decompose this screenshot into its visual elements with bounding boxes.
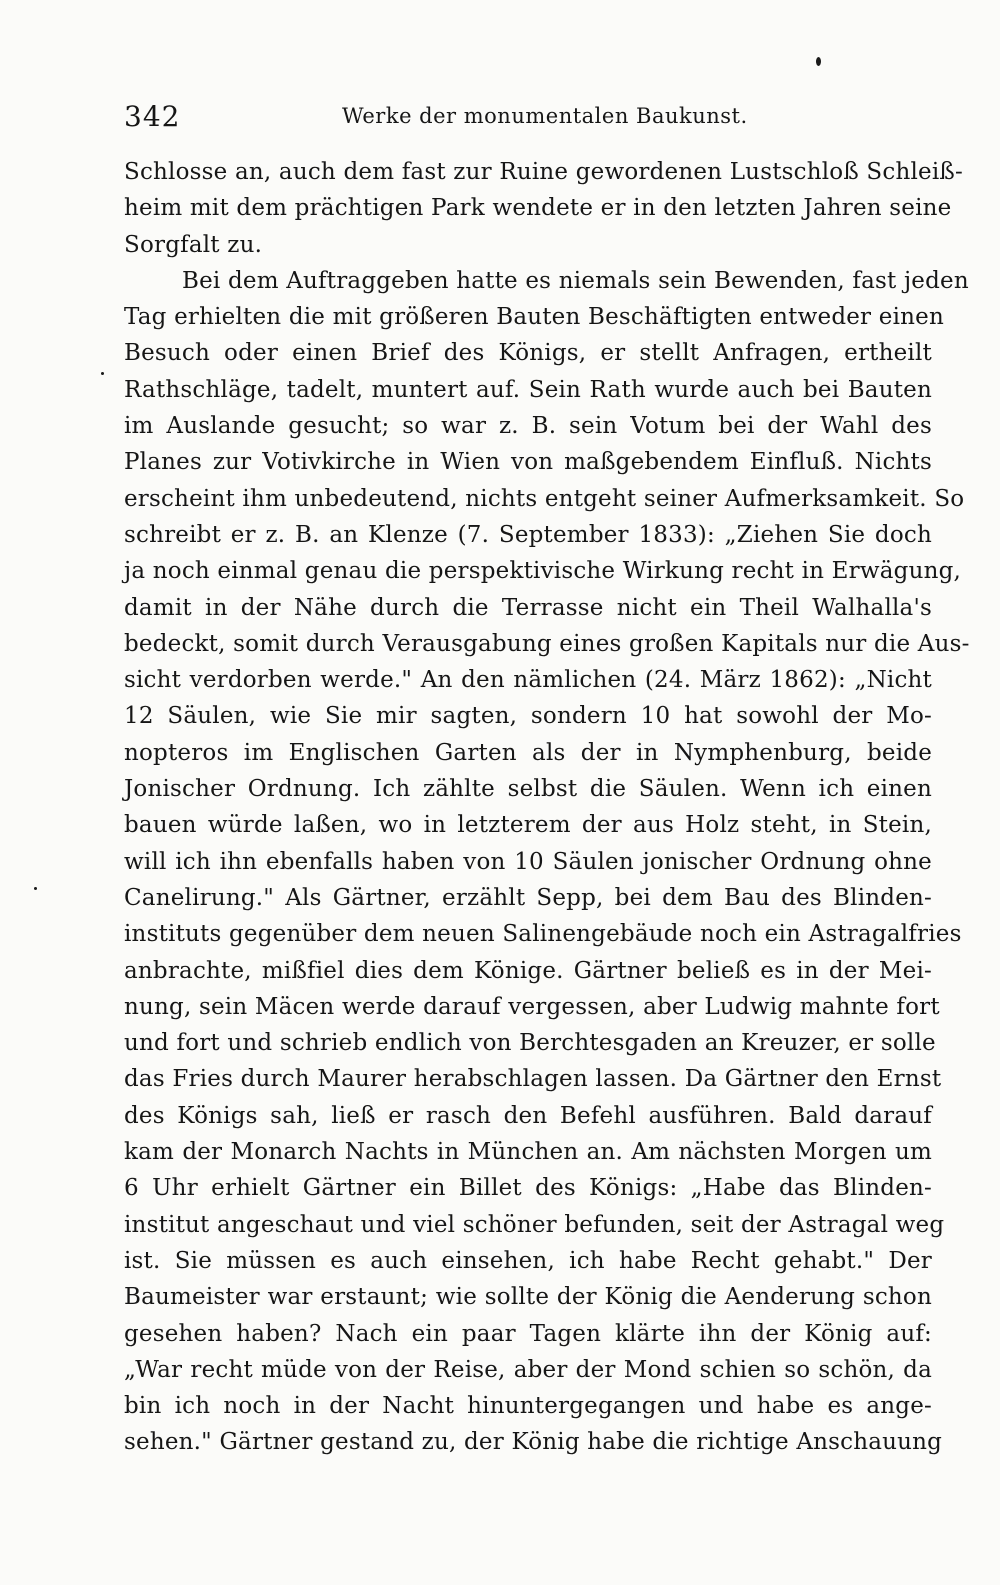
text-line: Bei dem Auftraggeben hatte es niemals sein Bewenden, fast jeden: [182, 267, 969, 294]
text-line: anbrachte, mißfiel dies dem Könige. Gärtner beließ es in der Mei-: [124, 957, 932, 984]
running-title: Werke der monumentalen Baukunst.: [342, 104, 748, 128]
text-line: damit in der Nähe durch die Terrasse nicht ein Theil Walhalla's: [124, 594, 932, 621]
text-line: nopteros im Englischen Garten als der in Nymphenburg, beide: [124, 739, 932, 766]
text-line: Rathschläge, tadelt, muntert auf. Sein Rath wurde auch bei Bauten: [124, 376, 932, 403]
text-line: heim mit dem prächtigen Park wendete er in den letzten Jahren seine: [124, 195, 952, 222]
text-line: will ich ihn ebenfalls haben von 10 Säulen jonischer Ordnung ohne: [124, 848, 932, 875]
body-text: [124, 154, 970, 1461]
text-line: bin ich noch in der Nacht hinuntergegangen und habe es ange-: [124, 1393, 932, 1420]
text-line: erscheint ihm unbedeutend, nichts entgeht seiner Aufmerksamkeit. So: [124, 485, 965, 512]
text-line: bedeckt, somit durch Verausgabung eines großen Kapitals nur die Aus-: [124, 630, 970, 657]
text-line: sehen." Gärtner gestand zu, der König habe die richtige Anschauung: [124, 1429, 943, 1456]
text-line: des Königs sah, ließ er rasch den Befehl ausführen. Bald darauf: [124, 1102, 932, 1129]
text-line: Tag erhielten die mit größeren Bauten Beschäftigten entweder einen: [124, 304, 944, 331]
text-line: instituts gegenüber dem neuen Salinengebäude noch ein Astragalfries: [124, 921, 962, 948]
text-line: und fort und schrieb endlich von Berchtesgaden an Kreuzer, er solle: [124, 1030, 936, 1057]
text-line: nung, sein Mäcen werde darauf vergessen, aber Ludwig mahnte fort: [124, 993, 940, 1020]
text-line: schreibt er z. B. an Klenze (7. September 1833): „Ziehen Sie doch: [124, 521, 932, 548]
text-line: bauen würde laßen, wo in letzterem der aus Holz steht, in Stein,: [124, 812, 932, 839]
text-line: im Auslande gesucht; so war z. B. sein Votum bei der Wahl des: [124, 413, 932, 440]
text-line: gesehen haben? Nach ein paar Tagen klärte ihn der König auf:: [124, 1320, 932, 1347]
text-line: Canelirung." Als Gärtner, erzählt Sepp, bei dem Bau des Blinden-: [124, 884, 932, 911]
text-line: 12 Säulen, wie Sie mir sagten, sondern 10 hat sowohl der Mo-: [124, 703, 932, 730]
page-number: 342: [124, 100, 181, 133]
text-line: ja noch einmal genau die perspektivische Wirkung recht in Erwägung,: [124, 558, 962, 585]
text-line: ist. Sie müssen es auch einsehen, ich habe Recht gehabt." Der: [124, 1247, 932, 1274]
text-line: Baumeister war erstaunt; wie sollte der König die Aenderung schon: [124, 1284, 932, 1311]
text-line: Planes zur Votivkirche in Wien von maßgebendem Einfluß. Nichts: [124, 449, 932, 476]
text-line: kam der Monarch Nachts in München an. Am nächsten Morgen um: [124, 1139, 932, 1166]
ink-speck: [101, 372, 104, 375]
ink-speck: [34, 887, 37, 890]
ink-speck: [816, 57, 821, 66]
text-line: institut angeschaut und viel schöner befunden, seit der Astragal weg: [124, 1211, 945, 1238]
text-line: „War recht müde von der Reise, aber der Mond schien so schön, da: [124, 1356, 932, 1383]
text-line: Besuch oder einen Brief des Königs, er stellt Anfragen, ertheilt: [124, 340, 932, 367]
text-line: sicht verdorben werde." An den nämlichen (24. März 1862): „Nicht: [124, 667, 932, 694]
page-header: [124, 100, 934, 136]
text-line: Sorgfalt zu.: [124, 231, 263, 258]
text-line: das Fries durch Maurer herabschlagen lassen. Da Gärtner den Ernst: [124, 1066, 942, 1093]
text-line: Jonischer Ordnung. Ich zählte selbst die Säulen. Wenn ich einen: [124, 776, 932, 803]
text-line: 6 Uhr erhielt Gärtner ein Billet des Königs: „Habe das Blinden-: [124, 1175, 932, 1202]
text-line: Schlosse an, auch dem fast zur Ruine gewordenen Lustschloß Schleiß-: [124, 159, 963, 185]
